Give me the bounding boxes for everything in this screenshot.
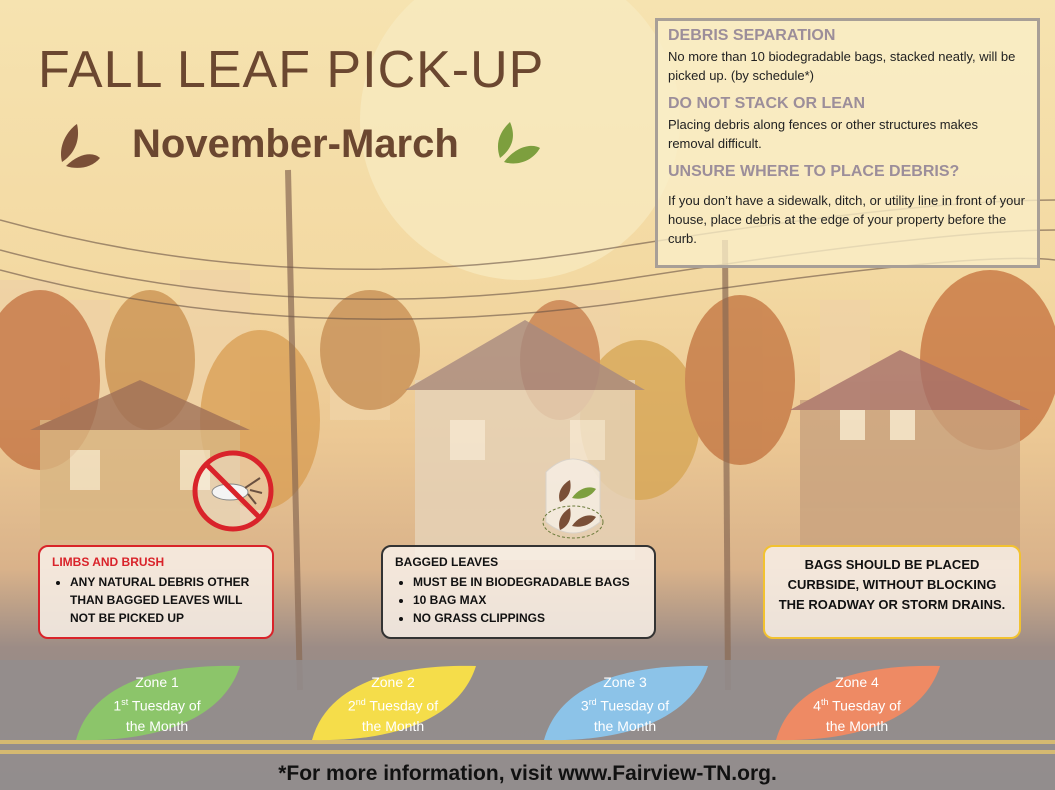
brown-leaf-icon xyxy=(52,122,102,172)
info-panel xyxy=(655,18,1040,268)
list-item: • 10 BAG MAX xyxy=(413,591,642,609)
curbside-card: BAGS SHOULD BE PLACED CURBSIDE, WITHOUT BLOCKING THE ROADWAY OR STORM DRAINS. xyxy=(763,545,1021,639)
bagged-leaves-list xyxy=(395,573,642,627)
zone-2-name: Zone 2 xyxy=(371,674,415,690)
zone-1-badge xyxy=(72,662,242,742)
no-brush-icon xyxy=(190,448,276,534)
limbs-brush-title: LIMBS AND BRUSH xyxy=(52,555,165,569)
bagged-leaves-title: BAGGED LEAVES xyxy=(395,555,499,569)
zone-4-schedule: 4th Tuesday of xyxy=(813,697,901,714)
green-leaf-icon xyxy=(488,118,543,168)
zone-1-name: Zone 1 xyxy=(135,674,179,690)
list-item: • ANY NATURAL DEBRIS OTHER THAN BAGGED LEAVES WILL NOT BE PICKED UP xyxy=(70,573,260,627)
zone-1-schedule-line2: the Month xyxy=(125,717,189,734)
page-title: FALL LEAF PICK-UP xyxy=(38,41,545,99)
zone-2-schedule-line2: the Month xyxy=(361,717,425,734)
zone-4-schedule-line2: the Month xyxy=(825,717,889,734)
zone-3-badge xyxy=(540,662,710,742)
zone-2-badge xyxy=(308,662,478,742)
limbs-brush-card xyxy=(38,545,274,639)
list-item: • MUST BE IN BIODEGRADABLE BAGS xyxy=(413,573,642,591)
zone-4-badge xyxy=(772,662,942,742)
list-item: • NO GRASS CLIPPINGS xyxy=(413,609,642,627)
do-not-stack-text: Placing debris along fences or other structures makes removal difficult. xyxy=(668,117,978,151)
zone-3-schedule: 3rd Tuesday of xyxy=(580,697,670,714)
zone-2-label xyxy=(308,662,478,736)
footer-more-info: *For more information, visit www.Fairview-TN.org. xyxy=(278,762,777,785)
zone-2-schedule: 2nd Tuesday of xyxy=(347,697,439,714)
unsure-where-heading: UNSURE WHERE TO PLACE DEBRIS? xyxy=(668,163,960,180)
zone-1-label xyxy=(72,662,242,736)
limbs-brush-list xyxy=(52,573,260,627)
zone-1-schedule: 1st Tuesday of xyxy=(113,697,201,714)
zone-3-schedule-line2: the Month xyxy=(593,717,657,734)
page-subtitle: November-March xyxy=(132,122,459,166)
debris-separation-text: No more than 10 biodegradable bags, stacked neatly, will be picked up. (by schedule*) xyxy=(668,49,1016,83)
bagged-leaves-card xyxy=(381,545,656,639)
zone-4-name: Zone 4 xyxy=(835,674,879,690)
unsure-where-text: If you don’t have a sidewalk, ditch, or utility line in front of your house, place debris at the edge of your property before the curb. xyxy=(668,193,1025,246)
leaf-bag-icon xyxy=(536,452,610,542)
debris-separation-heading: DEBRIS SEPARATION xyxy=(668,27,836,44)
zone-3-label xyxy=(540,662,710,736)
zone-4-label xyxy=(772,662,942,736)
zone-3-name: Zone 3 xyxy=(603,674,647,690)
do-not-stack-heading: DO NOT STACK OR LEAN xyxy=(668,95,866,112)
